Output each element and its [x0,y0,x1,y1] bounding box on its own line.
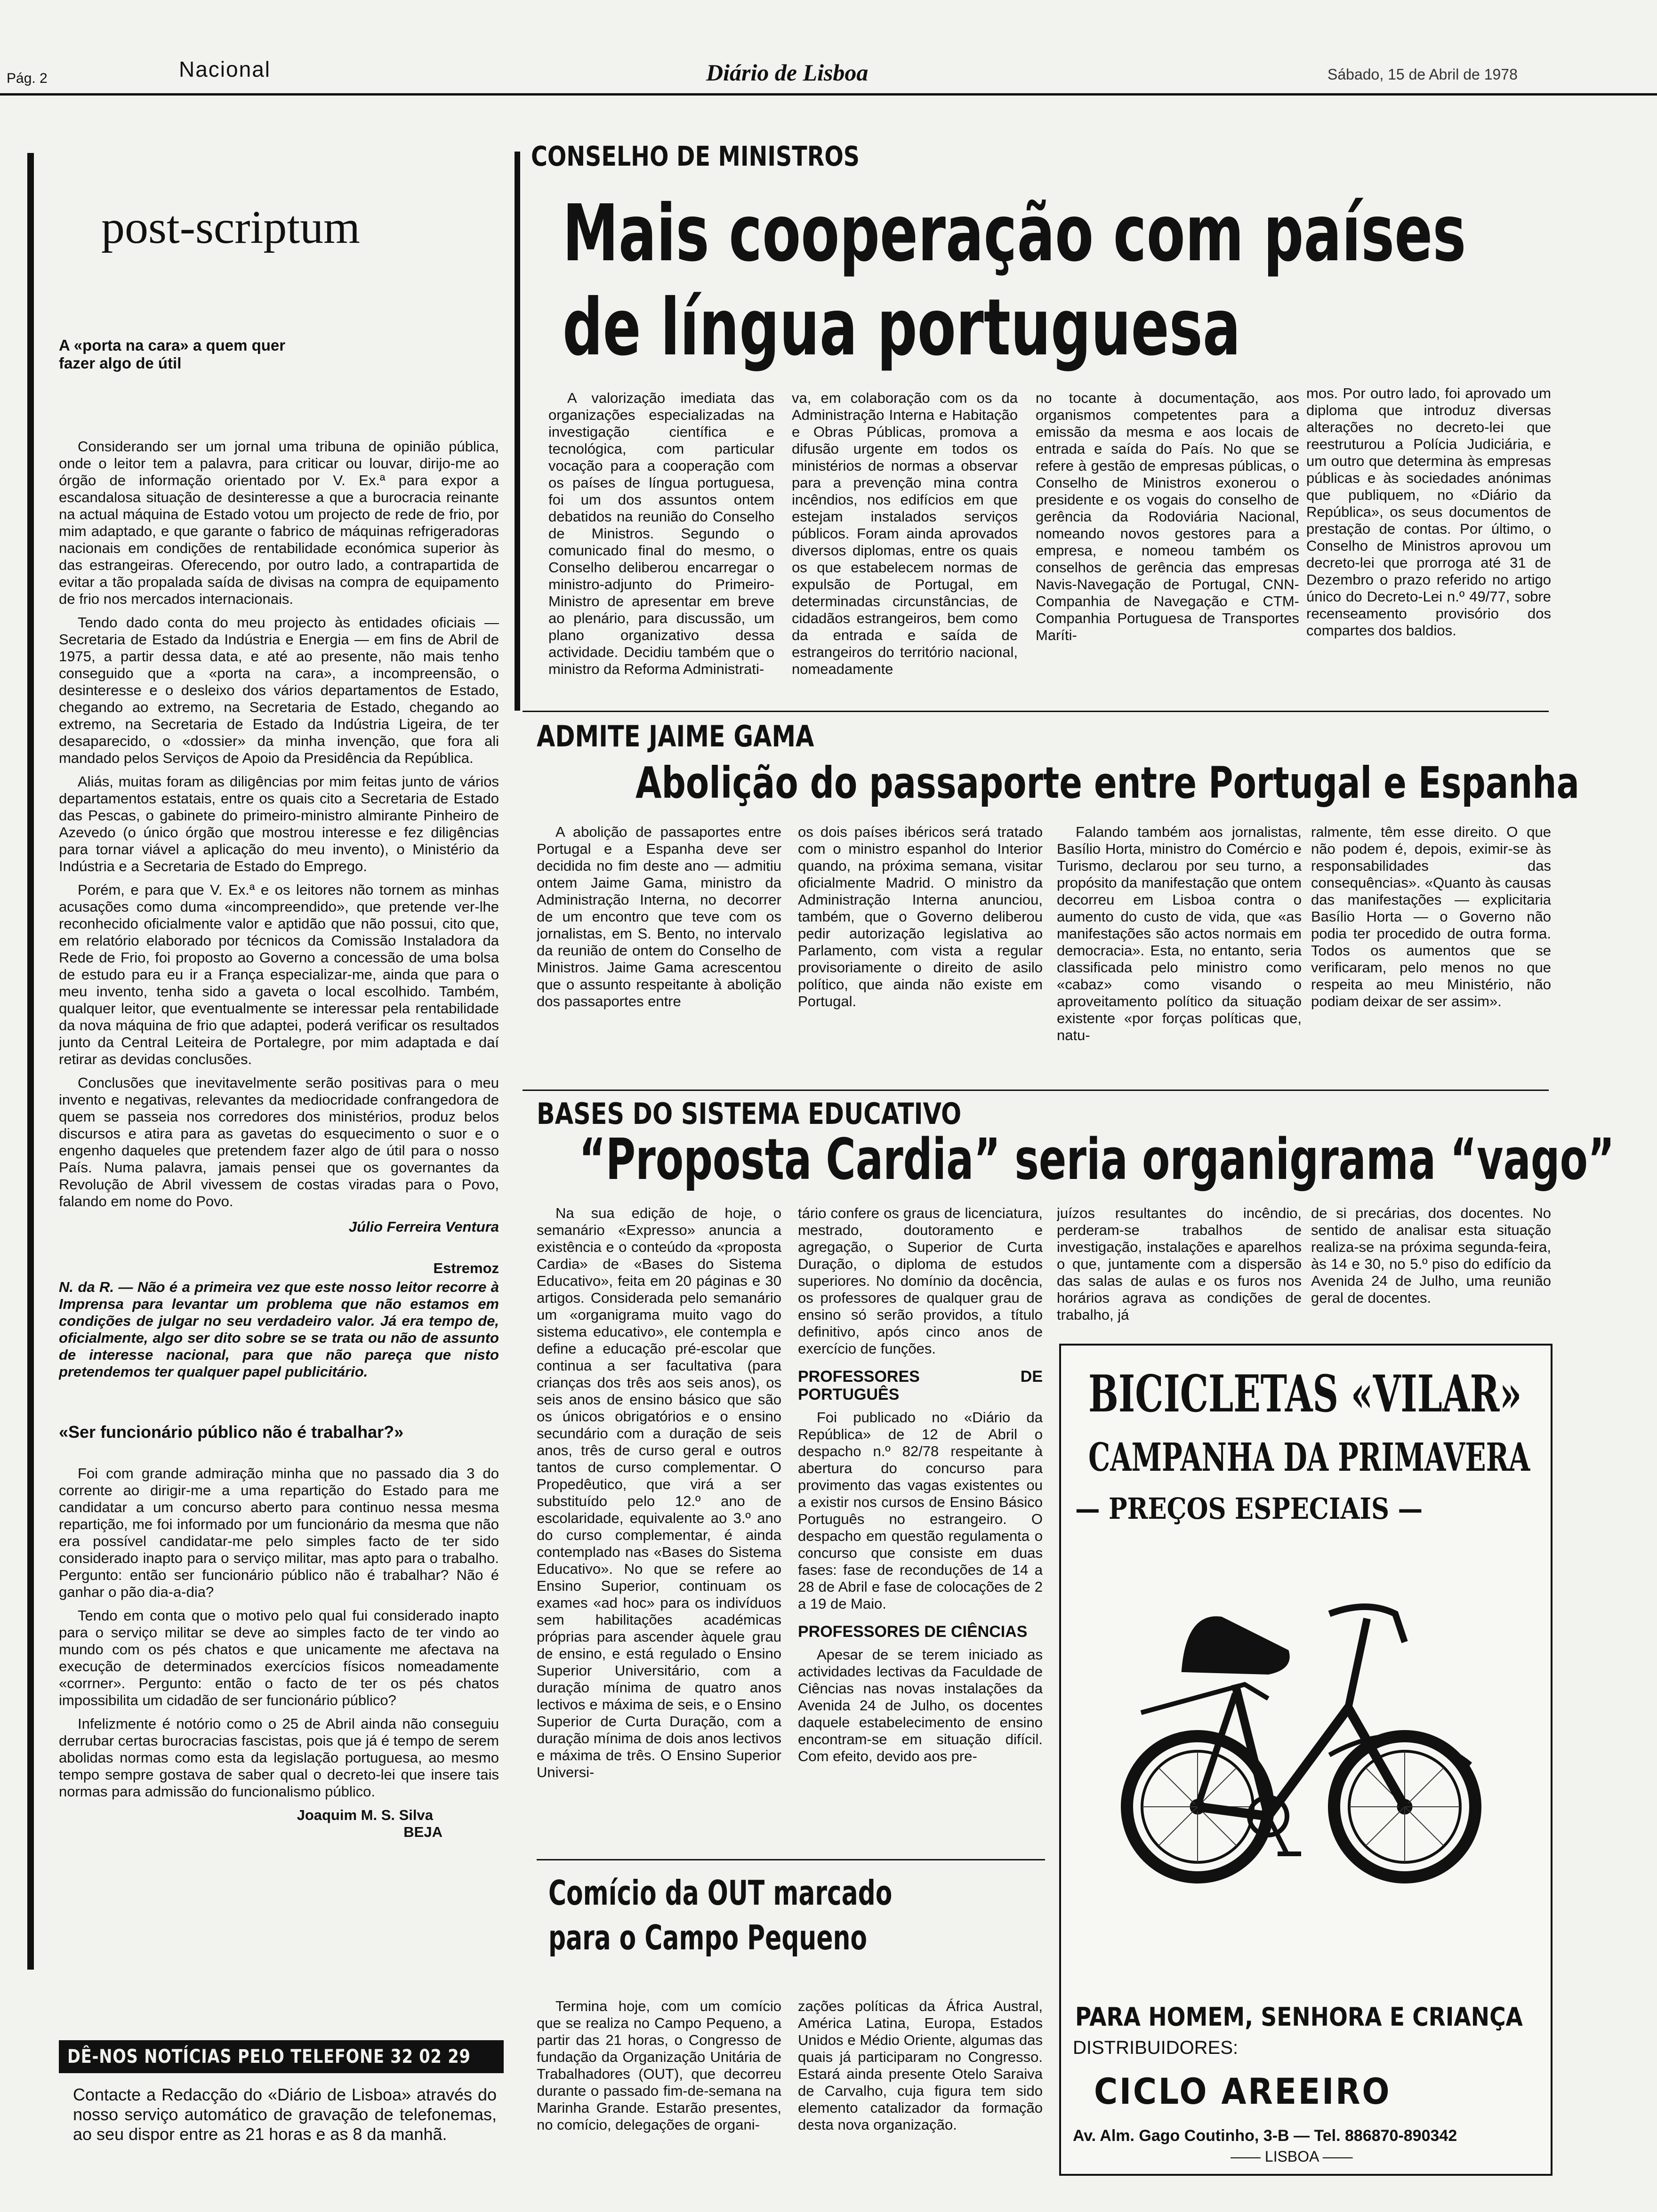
newspaper-title: Diário de Lisboa [706,59,869,86]
gama-col-3-text: Falando também aos jornalistas, Basílio Horta, ministro do Comércio e Turismo, declarou por seu turno, a propósito da manifestação que ontem decorreu em Lisboa contra o aumento do custo de vida, que «as manifestações são actos normais em democracia». Esta, no entanto, seria classificada pelo ministro como «cabaz» como visando o aproveitamento político da situação existente «por forças políticas que, natu- [1057,824,1302,1043]
letter2-location: BEJA [403,1824,442,1840]
ad-distributors-label: DISTRIBUIDORES: [1073,2037,1239,2058]
cardia-col-2 [798,1205,1043,1845]
rule-2 [523,1090,1549,1091]
gama-col-4 [1311,824,1551,1087]
conselho-col-3 [1036,390,1299,700]
comicio-col-1 [537,1998,781,2205]
letter1-paragraph: Porém, e para que V. Ex.ª e os leitores não tornem as minhas acusações como duma «incompreendido», que pretende ver-lhe reconhecido oficialmente valor e aptidão que não possui, cito que, em relatório elaborado por técnicos da Comissão Instaladora da Rede de Frio, foi proposto ao Governo a concessão de uma bolsa de estudo para eu ir a França especializar-me, ainda que para o meu invento, tenha sido a gaveta o local escolhido. Também, qualquer leitor, que eventualmente se interessar pela rentabilidade da nova máquina de frio que adaptei, poderá verificar os resultados junto da Central Leiteira de Portalegre, por mim adaptada e daí retirar as devidas conclusões. [59,882,499,1067]
gama-col-1-text: A abolição de passaportes entre Portugal e a Espanha deve ser decidida no fim deste ano — admitiu ontem Jaime Gama, ministro da Administração Interna, no decorrer de um encontro que teve com os jornalistas, em S. Bento, no intervalo da reunião de ontem do Conselho de Ministros. Jaime Gama acrescentou que o assunto respeitante à abolição dos passaportes entre [537,824,781,1010]
subhead-portugues: PROFESSORES DE PORTUGUÊS [798,1368,1043,1403]
comicio-col-1-text: Termina hoje, com um comício que se realiza no Campo Pequeno, a partir das 21 horas, o Congresso de fundação da Organização Unitária de Trabalhadores (OUT), que decorreu durante o passado fim-de-semana na Marinha Grande. Estarão presentes, no comício, delegações de organi- [537,1998,781,2133]
comicio-col-2 [798,1998,1043,2205]
letter1-title: A «porta na cara» a quem quer fazer algo de útil [59,337,286,372]
ad-subtitle: CAMPANHA DA PRIMAVERA [1088,1435,1530,1480]
cardia-col-2-mid: Foi publicado no «Diário da República» de 12 de Abril o despacho n.º 82/78 respeitante à abertura do concurso para provimento das vagas existentes ou a existir nos cursos de Ensino Básico Português no estrangeiro. O despacho em questão regulamenta o concurso que consiste em duas fases: fase de reconduções de 14 a 28 de Abril e fase de colocações de 2 a 19 de Maio. [798,1409,1043,1612]
cardia-kicker: BASES DO SISTEMA EDUCATIVO [537,1097,962,1131]
page-number: Pág. 2 [7,71,48,86]
cardia-col-4-text: de si precárias, dos docentes. No sentido de analisar esta situação realiza-se na próxima segunda-feira, às 14 e 30, no 5.º piso do edifício da Avenida 24 de Julho, uma reunião geral de docentes. [1311,1205,1551,1306]
ad-audience: PARA HOMEM, SENHORA E CRIANÇA [1075,2002,1523,2032]
phone-contact-text: Contacte a Redacção do «Diário de Lisboa» através do nosso serviço automático de gravação de telefonemas, ao seu dispor entre as 21 horas e as 8 da manhã. [73,2085,497,2144]
section-name: Nacional [179,57,271,81]
main-column-bar [515,152,520,711]
gama-col-4-text: ralmente, têm esse direito. O que não podem é, depois, eximir-se às responsabilidades das consequências». «Quanto às causas das manifestações — explicitaria Basílio Horta — o Governo não podia ter procedido de outra forma. Todos os aumentos que se verificaram, pelo menos no que respeita ao meu Ministério, não podiam deixar de ser assim». [1311,824,1551,1010]
gama-col-2-text: os dois países ibéricos será tratado com o ministro espanhol do Interior quando, na próxima semana, visitar oficialmente Madrid. O ministro da Administração Interna anunciou, também, que o Governo deliberou pedir autorização legislativa ao Parlamento, com vista a regular provisoriamente o direito de asilo político, que ainda não existe em Portugal. [798,824,1043,1010]
letter1-paragraph: Aliás, muitas foram as diligências por mim feitas junto de vários departamentos estatais, entre os quais cito a Secretaria de Estado das Pescas, o gabinete do primeiro-ministro almirante Pinheiro de Azevedo (o único órgão que mostrou interesse e fez diligências para tornar viável a aplicação do meu invento), o Ministério da Indústria e a Secretaria de Estado do Emprego. [59,773,499,874]
gama-col-3 [1057,824,1302,1087]
cardia-col-1-text: Na sua edição de hoje, o semanário «Expresso» anuncia a existência e o conteúdo da «proposta Cardia» de «Bases do Sistema Educativo», feita em 20 páginas e 30 artigos. Considerada pelo semanário um «organigrama muito vago do sistema educativo», ele contempla e define a educação pré-escolar que continua a ser facultativa (para crianças dos três aos seis anos), os seis anos de ensino básico que são os únicos obrigatórios e o ensino secundário com a duração de seis anos, três de curso geral e outros tantos de curso complementar. O Propedêutico, que virá a ser substituído pelo 12.º ano de escolaridade, equivalente ao 3.º ano do curso complementar, é ainda contemplado nas «Bases do Sistema Educativo». No que se refere ao Ensino Superior, continuam os exames «ad hoc» para os indivíduos sem habilitações académicas próprias para ascender àquele grau de ensino, e está regulado o Ensino Superior Universitário, com a duração mínima de quatro anos lectivos e máxima de seis, e o Ensino Superior de Curta Duração, com a duração mínima de dois anos lectivos e máxima de três. O Ensino Superior Universi- [537,1205,781,1780]
rule-1 [523,711,1549,712]
conselho-col-1 [548,390,774,700]
bicycle-advert [1059,1344,1552,2176]
gama-col-1 [537,824,781,1087]
issue-date: Sábado, 15 de Abril de 1978 [1327,66,1518,83]
ad-address: Av. Alm. Gago Coutinho, 3-B — Tel. 886870-890342 [1073,2127,1457,2145]
gama-col-2 [798,824,1043,1087]
cardia-col-1 [537,1205,781,1845]
phone-banner-text: DÊ-NOS NOTÍCIAS PELO TELEFONE 32 02 29 [67,2046,471,2068]
letter2-signature: Joaquim M. S. Silva [297,1807,433,1823]
gama-headline: Abolição do passaporte entre Portugal e Espanha [635,758,1579,808]
conselho-col-2 [792,390,1018,700]
ad-title: BICICLETAS «VILAR» [1088,1364,1522,1424]
letter1-body [59,438,499,1210]
conselho-kicker: CONSELHO DE MINISTROS [531,140,860,172]
bicycle-illustration [1066,1543,1546,1901]
seat [1183,1618,1288,1673]
conselho-headline-2: de língua portuguesa [563,282,1241,373]
cardia-headline: “Proposta Cardia” seria organigrama “vago” [579,1127,1615,1193]
postscriptum-heading: post-scriptum [101,201,360,253]
comicio-col-2-text: zações políticas da África Austral, América Latina, Europa, Estados Unidos e Médio Oriente, algumas das quais já participaram no Congresso. Estará ainda presente Otelo Saraiva de Carvalho, cuja figura tem sido elemento catalizador da formação desta nova organização. [798,1998,1043,2133]
conselho-col-1-text: A valorização imediata das organizações especializadas na investigação científica e tecnológica, com particular vocação para a cooperação com os países de língua portuguesa, foi um dos assuntos ontem debatidos na reunião do Conselho de Ministros. Segundo o comunicado final do mesmo, o Conselho deliberou encarregar o ministro-adjunto do Primeiro-Ministro de apresentar em breve ao plenário, para discussão, um plano organizativo dessa actividade. Decidiu também que o ministro da Reforma Administrati- [548,390,774,677]
ad-distributor: CICLO AREEIRO [1094,2070,1392,2112]
rule-3 [537,1859,1045,1860]
letter2-title: «Ser funcionário público não é trabalhar?» [59,1422,404,1442]
cardia-col-2-end: Apesar de se terem iniciado as actividades lectivas da Faculdade de Ciências nas novas instalações da Avenida 24 de Julho, os docentes daquele estabelecimento de ensino encontram-se em situação difícil. Com efeito, devido aos pre- [798,1646,1043,1764]
conselho-col-4 [1306,385,1551,705]
editor-note: N. da R. — Não é a primeira vez que este nosso leitor recorre à Imprensa para levantar um problema que não estamos em condições de julgar no seu verdadeiro valor. Já era tempo de, oficialmente, algo ser dito sobre se se trata ou não de assunto de interesse nacional, para que não pareça que nisto pretendemos ter qualquer papel publicitário. [59,1279,499,1380]
rear-rack [1141,1684,1268,1713]
conselho-col-3-text: no tocante à documentação, aos organismos competentes para a emissão da mesma e aos locais de entrada e saída do País. No que se refere à gestão de empresas públicas, o Conselho de Ministros exonerou o presidente e os vogais do conselho de gerência da Rodoviária Nacional, nomeando novos gestores para a empresa, e nomeou também os conselhos de gerência das empresas Navis-Navegação de Portugal, CNN-Companhia de Navegação e CTM-Companhia Portuguesa de Transportes Maríti- [1036,390,1299,643]
letter1-signature: Júlio Ferreira Ventura [348,1218,499,1235]
letter1-location: Estremoz [433,1260,499,1276]
postscriptum-column [59,337,499,1974]
letter2-body [59,1465,499,1800]
letter1-paragraph: Considerando ser um jornal uma tribuna de opinião pública, onde o leitor tem a palavra, para criticar ou louvar, dirijo-me ao órgão de informação orientado por V. Ex.ª para expor a escandalosa situação de desinteresse a que a burocracia reinante na actual máquina de Estado votou um projecto de rede de frio, por mim adaptado, e que garante o fabrico de máquinas refrigeradoras nacionais em condições de rentabilidade económica superior às das estrangeiras. Oferecendo, por outro lado, a contrapartida de evitar a tão propalada saída de divisas na compra de equipamento de frio nos mercados internacionais. [59,438,499,607]
letter1-paragraph: Tendo dado conta do meu projecto às entidades oficiais — Secretaria de Estado da Indústria e Energia — em fins de Abril de 1975, a partir dessa data, e até ao presente, não mais tenho conseguido que a «porta na cara», a incompreensão, o desinteresse e o desleixo dos vários departamentos de Estado, chegando ao extremo, na Secretaria de Estado, chegando ao extremo, na Secretaria de Estado da Indústria Ligeira, de ter desaparecido, o «dossier» da minha invenção, que fora ali mandado pelos Serviços de Apoio da Presidência da República. [59,614,499,766]
phone-banner [59,2040,504,2073]
masthead-rule [0,93,1657,96]
cardia-col-2-intro: tário confere os graus de licenciatura, mestrado, doutoramento e agregação, o Superior de Curta Duração, o diploma de estudos superiores. No domínio da docência, os professores de qualquer grau de ensino só serão providos, a título definitivo, após cinco anos de exercício de funções. [798,1205,1043,1357]
cardia-col-4 [1311,1205,1551,1322]
ad-prices: — PREÇOS ESPECIAIS — [1075,1491,1423,1526]
comicio-headline-1: Comício da OUT marcado [548,1873,893,1913]
cardia-col-3 [1057,1205,1302,1322]
conselho-col-2-text: va, em colaboração com os da Administração Interna e Habitação e Obras Públicas, promova a difusão urgente em todos os ministérios de normas a observar para a prevenção mina contra incêndios, nos edifícios em que estejam instalados serviços públicos. Foram ainda aprovados diversos diplomas, entre os quais os que estabelecem normas de expulsão de Portugal, em determinadas circunstâncias, de cidadãos estrangeiros, bem como da entrada e saída de estrangeiros do território nacional, nomeadamente [792,390,1018,677]
left-column-bar [27,153,34,1970]
comicio-headline-2: para o Campo Pequeno [548,1918,868,1957]
subhead-ciencias: PROFESSORES DE CIÊNCIAS [798,1623,1028,1641]
letter2-paragraph: Infelizmente é notório como o 25 de Abril ainda não conseguiu derrubar certas burocracias fascistas, pois que já é tempo de serem abolidas normas como esta da legislação portuguesa, ao mesmo tempo sempre gostava de saber qual o decreto-lei que insere tais normas para admissão do funcionalismo público. [59,1715,499,1800]
conselho-headline-1: Mais cooperação com países [563,188,1466,279]
gama-kicker: ADMITE JAIME GAMA [537,719,814,753]
cardia-col-3-text: juízos resultantes do incêndio, perderam-se trabalhos de investigação, instalações e aparelhos o que, juntamente com a dispersão das salas de aulas e os furos nos horários agrava as condições de trabalho, já [1057,1205,1302,1322]
letter2-paragraph: Foi com grande admiração minha que no passado dia 3 do corrente ao dirigir-me a uma repartição do Estado para me candidatar a um concurso aberto para continuo nessa mesma repartição, me foi informado por um funcionário da mesma que não era possível candidatar-me pelo simples facto de ter sido considerado inapto para o serviço militar, mas apto para o trabalho. Pergunto: então ser funcionário público não é trabalhar? Não é ganhar o pão dia-a-dia? [59,1465,499,1600]
ad-city: —— LISBOA —— [1231,2148,1353,2165]
letter2-paragraph: Tendo em conta que o motivo pelo qual fui considerado inapto para o serviço militar se deve ao simples facto de ter vindo ao mundo com os pés chatos e que unicamente me afectava na execução de determinados exercícios físicos nomeadamente «corrner». Pergunto: então o facto de ter os pés chatos impossibilita um cidadão de ser funcionário público? [59,1607,499,1708]
conselho-col-4-text: mos. Por outro lado, foi aprovado um diploma que introduz diversas alterações no decreto-lei que reestruturou a Polícia Judiciária, e um outro que determina às empresas públicas e às sociedades anónimas que publiquem, no «Diário da República», os seus documentos de prestação de contas. Por último, o Conselho de Ministros aprovou um decreto-lei que prorroga até 31 de Dezembro o prazo referido no artigo único do Decreto-Lei n.º 49/77, sobre recenseamento provisório dos compartes dos baldios. [1306,385,1551,639]
letter1-paragraph: Conclusões que inevitavelmente serão positivas para o meu invento e negativas, relevantes da mediocridade confrangedora de quem se passeia nos corredores dos ministérios, produz belos discursos e atira para as gavetas do esquecimento o suor e o engenho daqueles que pretendem fazer algo de útil para o nosso País. Numa palavra, jamais pensei que os governantes da Revolução de Abril vivessem de costas viradas para o Povo, falando em nome do Povo. [59,1074,499,1210]
